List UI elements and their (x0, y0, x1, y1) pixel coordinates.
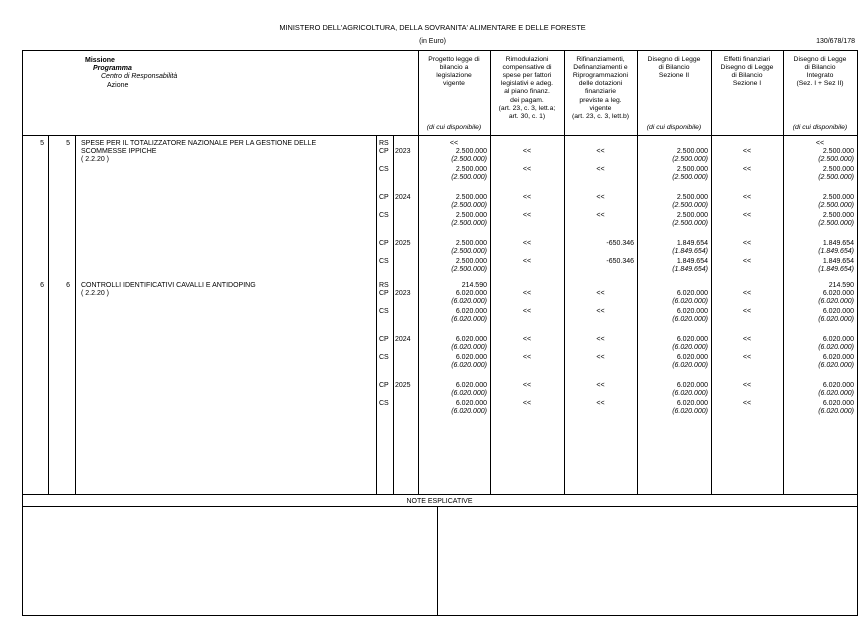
year-label: 2025 (395, 382, 411, 389)
value-cell: 2.500.000 (455, 258, 487, 265)
rs-label: RS (379, 282, 389, 289)
available-cell: (2.500.000) (672, 174, 708, 181)
value-cell: 6.020.000 (676, 290, 708, 297)
column-header-line: di Bilancio (804, 64, 836, 72)
available-cell: (2.500.000) (672, 156, 708, 163)
available-cell: (6.020.000) (818, 344, 854, 351)
value-cell: << (742, 166, 752, 173)
cp-label: CP (379, 148, 389, 155)
column-header-line: (art. 23, c. 3, lett.a; (498, 104, 556, 112)
rs-value: << (815, 140, 825, 147)
column-header-line: delle dotazioni (578, 80, 623, 88)
column-header-line: Effetti finanziari (723, 56, 771, 63)
value-cell: 6.020.000 (455, 308, 487, 315)
value-cell: 6.020.000 (676, 354, 708, 361)
available-cell: (6.020.000) (451, 390, 487, 397)
value-cell: 2.500.000 (676, 166, 708, 173)
available-cell: (6.020.000) (451, 408, 487, 415)
available-cell: (1.849.654) (818, 248, 854, 255)
value-cell: << (742, 290, 752, 297)
value-cell: << (522, 212, 532, 219)
column-header-line: al piano finanz. (504, 88, 550, 96)
column-header-line: legislazione (436, 72, 472, 80)
value-cell: << (596, 212, 605, 219)
column-header-line: (art. 23, c. 3, lett.b) (571, 112, 630, 120)
value-cell: << (522, 166, 532, 173)
value-cell: 2.500.000 (676, 194, 708, 201)
available-cell: (6.020.000) (672, 316, 708, 323)
column-divider (22, 50, 23, 495)
available-cell: (2.500.000) (451, 174, 487, 181)
value-cell: << (742, 148, 752, 155)
column-header-line: di Bilancio (658, 64, 690, 72)
column-header-line: Integrato (806, 72, 834, 80)
rs-value: << (449, 140, 459, 147)
value-cell: << (522, 336, 532, 343)
column-header-line: previste a leg. (579, 96, 622, 104)
available-cell: (6.020.000) (451, 316, 487, 323)
value-cell: 2.500.000 (455, 240, 487, 247)
year-label: 2024 (395, 336, 411, 343)
notes-left-border (22, 494, 23, 616)
available-cell: (1.849.654) (672, 266, 708, 273)
column-header-line: vigente (443, 80, 465, 88)
value-cell: << (522, 148, 532, 155)
available-cell: (2.500.000) (451, 266, 487, 273)
value-cell: -650.346 (606, 240, 634, 247)
available-cell: (2.500.000) (451, 220, 487, 227)
available-cell: (2.500.000) (451, 202, 487, 209)
available-cell: (2.500.000) (818, 174, 854, 181)
column-divider (393, 135, 394, 495)
chapter-code: ( 2.2.20 ) (81, 156, 110, 163)
column-header-line: di Bilancio (731, 72, 763, 80)
column-header-line: bilancio a (439, 64, 469, 72)
value-cell: 1.849.654 (822, 240, 854, 247)
column-header-line: dei pagam. (510, 96, 544, 104)
missione-label: Missione (85, 57, 115, 64)
column-header-line: spese per fattori (502, 72, 552, 80)
value-cell: 6.020.000 (822, 354, 854, 361)
column-divider (857, 50, 858, 495)
notes-bottom-border (22, 615, 857, 616)
column-header-line: Rimodulazioni (505, 56, 549, 63)
value-cell: << (596, 354, 605, 361)
column-header-line: Sezione I (732, 80, 762, 88)
cp-label: CP (379, 194, 389, 201)
available-cell: (2.500.000) (818, 156, 854, 163)
value-cell: << (522, 308, 532, 315)
value-cell: 1.849.654 (822, 258, 854, 265)
chapter-number: 6 (40, 282, 44, 289)
chapter-number: 5 (40, 140, 44, 147)
cs-label: CS (379, 166, 389, 173)
column-header-line: Riprogrammazioni (572, 72, 629, 80)
column-divider (75, 135, 76, 495)
available-cell: (6.020.000) (672, 362, 708, 369)
value-cell: 6.020.000 (822, 290, 854, 297)
value-cell: 2.500.000 (676, 148, 708, 155)
value-cell: 6.020.000 (822, 308, 854, 315)
chapter-title: CONTROLLI IDENTIFICATIVI CAVALLI E ANTIDOPING (81, 282, 256, 289)
value-cell: << (742, 212, 752, 219)
centro-label: Centro di Responsabilità (101, 73, 178, 81)
azione-label: Azione (107, 81, 129, 89)
available-cell: (1.849.654) (672, 248, 708, 255)
notes-right-border (857, 494, 858, 616)
cs-label: CS (379, 400, 389, 407)
column-header-available: (di cui disponibile) (646, 124, 702, 131)
available-cell: (6.020.000) (818, 298, 854, 305)
body-bottom-border (22, 494, 857, 495)
available-cell: (6.020.000) (672, 344, 708, 351)
rs-label: RS (379, 140, 389, 147)
value-cell: 2.500.000 (822, 194, 854, 201)
value-cell: << (522, 240, 532, 247)
value-cell: 2.500.000 (822, 166, 854, 173)
available-cell: (6.020.000) (451, 298, 487, 305)
value-cell: 6.020.000 (455, 290, 487, 297)
cs-label: CS (379, 308, 389, 315)
chapter-code: ( 2.2.20 ) (81, 290, 110, 297)
page-reference: 130/678/178 (816, 38, 855, 45)
value-cell: << (596, 400, 605, 407)
column-divider (711, 50, 712, 495)
available-cell: (6.020.000) (818, 390, 854, 397)
value-cell: 6.020.000 (676, 308, 708, 315)
rs-value: 214.590 (828, 282, 854, 289)
rs-value: 214.590 (461, 282, 487, 289)
value-cell: << (596, 336, 605, 343)
value-cell: << (742, 258, 752, 265)
notes-title: NOTE ESPLICATIVE (406, 498, 473, 505)
available-cell: (6.020.000) (451, 344, 487, 351)
value-cell: << (596, 308, 605, 315)
available-cell: (2.500.000) (451, 248, 487, 255)
value-cell: 1.849.654 (676, 240, 708, 247)
notes-divider (437, 506, 438, 616)
value-cell: << (742, 336, 752, 343)
available-cell: (6.020.000) (818, 408, 854, 415)
value-cell: << (742, 400, 752, 407)
cp-label: CP (379, 336, 389, 343)
value-cell: 2.500.000 (455, 194, 487, 201)
available-cell: (1.849.654) (818, 266, 854, 273)
column-header-line: Disegno di Legge (647, 56, 701, 63)
available-cell: (6.020.000) (672, 298, 708, 305)
value-cell: 6.020.000 (455, 400, 487, 407)
value-cell: 2.500.000 (455, 166, 487, 173)
value-cell: 2.500.000 (676, 212, 708, 219)
year-label: 2025 (395, 240, 411, 247)
value-cell: << (742, 194, 752, 201)
value-cell: 6.020.000 (822, 400, 854, 407)
cp-label: CP (379, 382, 389, 389)
year-label: 2023 (395, 290, 411, 297)
available-cell: (2.500.000) (818, 202, 854, 209)
value-cell: << (742, 308, 752, 315)
chapter-subnumber: 6 (66, 282, 70, 289)
column-header-line: finanziarie (585, 88, 616, 96)
column-divider (48, 135, 49, 495)
column-header-line: Sezione II (658, 72, 690, 80)
available-cell: (6.020.000) (672, 390, 708, 397)
available-cell: (2.500.000) (818, 220, 854, 227)
value-cell: << (596, 148, 605, 155)
value-cell: 6.020.000 (676, 400, 708, 407)
year-label: 2024 (395, 194, 411, 201)
table-top-border (22, 50, 857, 51)
value-cell: << (742, 354, 752, 361)
value-cell: 6.020.000 (455, 354, 487, 361)
cp-label: CP (379, 290, 389, 297)
value-cell: 6.020.000 (455, 336, 487, 343)
value-cell: << (596, 290, 605, 297)
value-cell: -650.346 (606, 258, 634, 265)
chapter-subnumber: 5 (66, 140, 70, 147)
value-cell: 2.500.000 (822, 212, 854, 219)
value-cell: 2.500.000 (455, 212, 487, 219)
column-header-line: Progetto legge di (428, 56, 480, 63)
value-cell: 6.020.000 (455, 382, 487, 389)
value-cell: 6.020.000 (822, 382, 854, 389)
value-cell: << (522, 354, 532, 361)
column-header-line: compensative di (502, 64, 552, 72)
column-header-line: Rifinanziamenti, (576, 56, 625, 63)
value-cell: << (522, 194, 532, 201)
value-cell: << (742, 240, 752, 247)
notes-top-border (22, 506, 857, 507)
available-cell: (6.020.000) (818, 316, 854, 323)
column-header-line: (Sez. I + Sez II) (796, 80, 844, 88)
chapter-title: SCOMMESSE IPPICHE (81, 148, 157, 155)
value-cell: << (522, 258, 532, 265)
available-cell: (6.020.000) (451, 362, 487, 369)
column-header-line: Definanziamenti e (573, 64, 628, 72)
available-cell: (2.500.000) (672, 220, 708, 227)
value-cell: << (522, 400, 532, 407)
value-cell: << (596, 166, 605, 173)
column-header-line: Disegno di Legge (720, 64, 774, 72)
header-bottom-border (22, 135, 857, 136)
value-cell: << (596, 382, 605, 389)
value-cell: 2.500.000 (822, 148, 854, 155)
column-header-line: legislativi e adeg. (500, 80, 554, 88)
available-cell: (6.020.000) (818, 362, 854, 369)
chapter-title: SPESE PER IL TOTALIZZATORE NAZIONALE PER LA GESTIONE DELLE (81, 140, 317, 147)
column-header-line: vigente (589, 104, 612, 112)
cs-label: CS (379, 212, 389, 219)
left-header (85, 57, 177, 90)
column-header-available: (di cui disponibile) (426, 124, 482, 131)
column-header-available: (di cui disponibile) (792, 124, 848, 131)
column-header-line: art. 30, c. 1) (508, 112, 546, 120)
year-label: 2023 (395, 148, 411, 155)
value-cell: 6.020.000 (822, 336, 854, 343)
available-cell: (2.500.000) (451, 156, 487, 163)
value-cell: 2.500.000 (455, 148, 487, 155)
currency-subtitle: (in Euro) (419, 38, 446, 45)
value-cell: << (522, 382, 532, 389)
value-cell: << (522, 290, 532, 297)
cs-label: CS (379, 258, 389, 265)
cp-label: CP (379, 240, 389, 247)
cs-label: CS (379, 354, 389, 361)
available-cell: (2.500.000) (672, 202, 708, 209)
column-header-line: Disegno di Legge (793, 56, 847, 63)
value-cell: 6.020.000 (676, 336, 708, 343)
programma-label: Programma (93, 65, 132, 73)
value-cell: 1.849.654 (676, 258, 708, 265)
column-divider (376, 135, 377, 495)
value-cell: << (596, 194, 605, 201)
available-cell: (6.020.000) (672, 408, 708, 415)
value-cell: << (742, 382, 752, 389)
value-cell: 6.020.000 (676, 382, 708, 389)
page-title: MINISTERO DELL'AGRICOLTURA, DELLA SOVRANITA' ALIMENTARE E DELLE FORESTE (279, 23, 586, 32)
